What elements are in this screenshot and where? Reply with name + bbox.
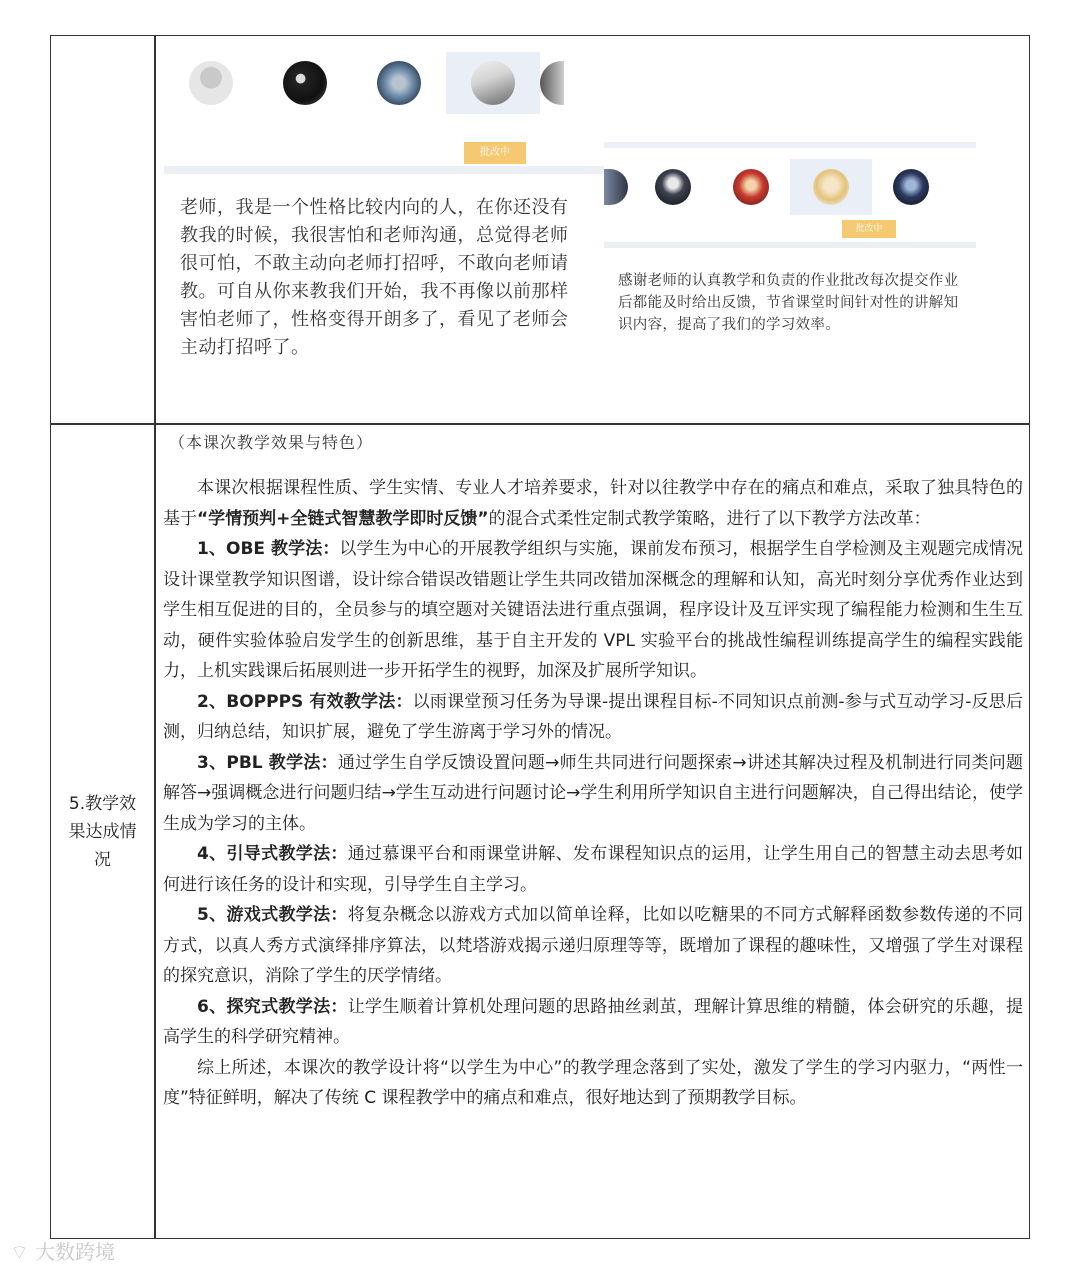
avatar	[189, 61, 233, 105]
method-paragraph-1	[163, 534, 1023, 687]
method-title: 6、探究式教学法：	[197, 996, 348, 1017]
avatar	[813, 169, 849, 205]
student-avatar-1[interactable]	[164, 52, 258, 114]
student-avatar-4-selected[interactable]	[446, 52, 540, 114]
student-avatar-r2[interactable]	[634, 156, 712, 218]
student-avatar-r5[interactable]	[872, 156, 950, 218]
row-label: 5.教学效果达成情况	[68, 793, 137, 870]
method-title: 5、游戏式教学法：	[197, 905, 348, 925]
student-feedback-screenshot-right	[604, 142, 976, 372]
avatar	[604, 169, 628, 205]
method-text: 以学生为中心的开展教学组织与实施，课前发布预习，根据学生自学检测及主观题完成情况设计课堂教学知识图谱，设计综合错误改错题让学生共同改错加深概念的理解和认知，高光时刻分享优秀作业达到学生相互促进的目的，全员参与的填空题对关键语法进行重点强调，程序设计及互评实现了编程能力检测和生生互动，硬件实验体验启发学生的创新思维，基于自主开发的 VPL 实验平台的挑战性编程训练提高学生的编程实践能力，上机实践课后拓展则进一步开拓学生的视野，加深及扩展所学知识。	[163, 539, 1023, 681]
avatar	[471, 61, 515, 105]
avatar-row-right	[604, 156, 950, 218]
intro-text: 的混合式柔性定制式教学策略，进行了以下教学方法改革：	[488, 508, 931, 529]
grading-status-badge: 批改中	[464, 142, 526, 164]
intro-paragraph	[163, 473, 1023, 534]
summary-paragraph: 综上所述，本课次的教学设计将“以学生为中心”的教学理念落到了实处，激发了学生的学习内驱力，“两性一度”特征鲜明，解决了传统 C 课程教学中的痛点和难点，很好地达到了预期教学目标。	[163, 1057, 1023, 1108]
row-divider	[51, 423, 1029, 425]
section-subtitle: （本课次教学效果与特色）	[169, 433, 374, 452]
method-text: 通过慕课平台和雨课堂讲解、发布课程知识点的运用，让学生用自己的智慧主动去思考如何进行该任务的设计和实现，引导学生自主学习。	[163, 844, 1023, 895]
student-feedback-text: 感谢老师的认真教学和负责的作业批改每次提交作业后都能及时给出反馈，节省课堂时间针对性的讲解知识内容，提高了我们的学习效率。	[618, 273, 959, 333]
method-paragraph-4	[163, 839, 1023, 900]
avatar	[540, 61, 564, 105]
method-paragraph-3	[163, 748, 1023, 840]
method-text: 将复杂概念以游戏方式加以简单诠释，比如以吃糖果的不同方式解释函数参数传递的不同方式，以真人秀方式演绎排序算法，以梵塔游戏揭示递归原理等等，既增加了课程的趣味性，又增强了学生对课程的探究意识，消除了学生的厌学情绪。	[163, 905, 1023, 986]
student-feedback-text: 老师，我是一个性格比较内向的人，在你还没有教我的时候，我很害怕和老师沟通，总觉得老师很可怕，不敢主动向老师打招呼，不敢向老师请教。可自从你来教我们开始，我不再像以前那样害怕老师了，性格变得开朗多了，看见了老师会主动打招呼了。	[180, 197, 569, 358]
separator	[604, 142, 976, 148]
method-title: 1、OBE 教学法：	[197, 539, 340, 559]
grading-status-badge: 批改中	[842, 220, 896, 238]
watermark	[10, 1236, 115, 1265]
intro-text: 本课次根据课程性质、学生实情、专业人才培养要求，针对以往教学中存在的痛点和难点，采取了独具特色的基于	[163, 478, 1023, 529]
evaluation-table	[50, 35, 1030, 1239]
method-paragraph-6	[163, 992, 1023, 1053]
method-paragraph-2	[163, 687, 1023, 748]
avatar	[655, 169, 691, 205]
separator	[604, 242, 976, 248]
column-divider	[154, 36, 156, 1238]
student-avatar-r1[interactable]	[604, 156, 634, 218]
student-avatar-r3[interactable]	[712, 156, 790, 218]
watermark-text: 大数跨境	[35, 1240, 116, 1264]
teaching-effect-content	[163, 426, 1023, 1114]
student-feedback-screenshot-left	[164, 42, 604, 372]
method-text: 让学生顺着计算机处理问题的思路抽丝剥茧，理解计算思维的精髓，体会研究的乐趣，提高学生的科学研究精神。	[163, 996, 1023, 1047]
method-paragraph-5	[163, 900, 1023, 992]
avatar	[893, 169, 929, 205]
student-avatar-2[interactable]	[258, 52, 352, 114]
student-avatar-3[interactable]	[352, 52, 446, 114]
method-title: 4、引导式教学法：	[197, 844, 348, 864]
method-text: 通过学生自学反馈设置问题→师生共同进行问题探索→讲述其解决过程及机制进行同类问题解答→强调概念进行问题归结→学生互动进行问题讨论→学生利用所学知识自主进行问题解决，自己得出结论，使学生成为学习的主体。	[163, 752, 1023, 834]
avatar	[283, 61, 327, 105]
separator	[164, 166, 604, 174]
intro-strategy-bold: “学情预判+全链式智慧教学即时反馈”	[197, 508, 489, 529]
avatar	[377, 61, 421, 105]
avatar-row-left	[164, 52, 586, 114]
method-title: 3、PBL 教学法：	[197, 752, 338, 773]
weibo-icon: ⌔	[10, 1240, 29, 1264]
method-title: 2、BOPPPS 有效教学法：	[197, 691, 413, 712]
avatar	[733, 169, 769, 205]
student-avatar-5[interactable]	[540, 52, 586, 114]
student-avatar-r4-selected[interactable]	[790, 159, 872, 215]
method-text: 以雨课堂预习任务为导课-提出课程目标-不同知识点前测-参与式互动学习-反思后测，归纳总结，知识扩展，避免了学生游离于学习外的情况。	[163, 691, 1023, 742]
row-label-cell	[51, 424, 154, 1239]
